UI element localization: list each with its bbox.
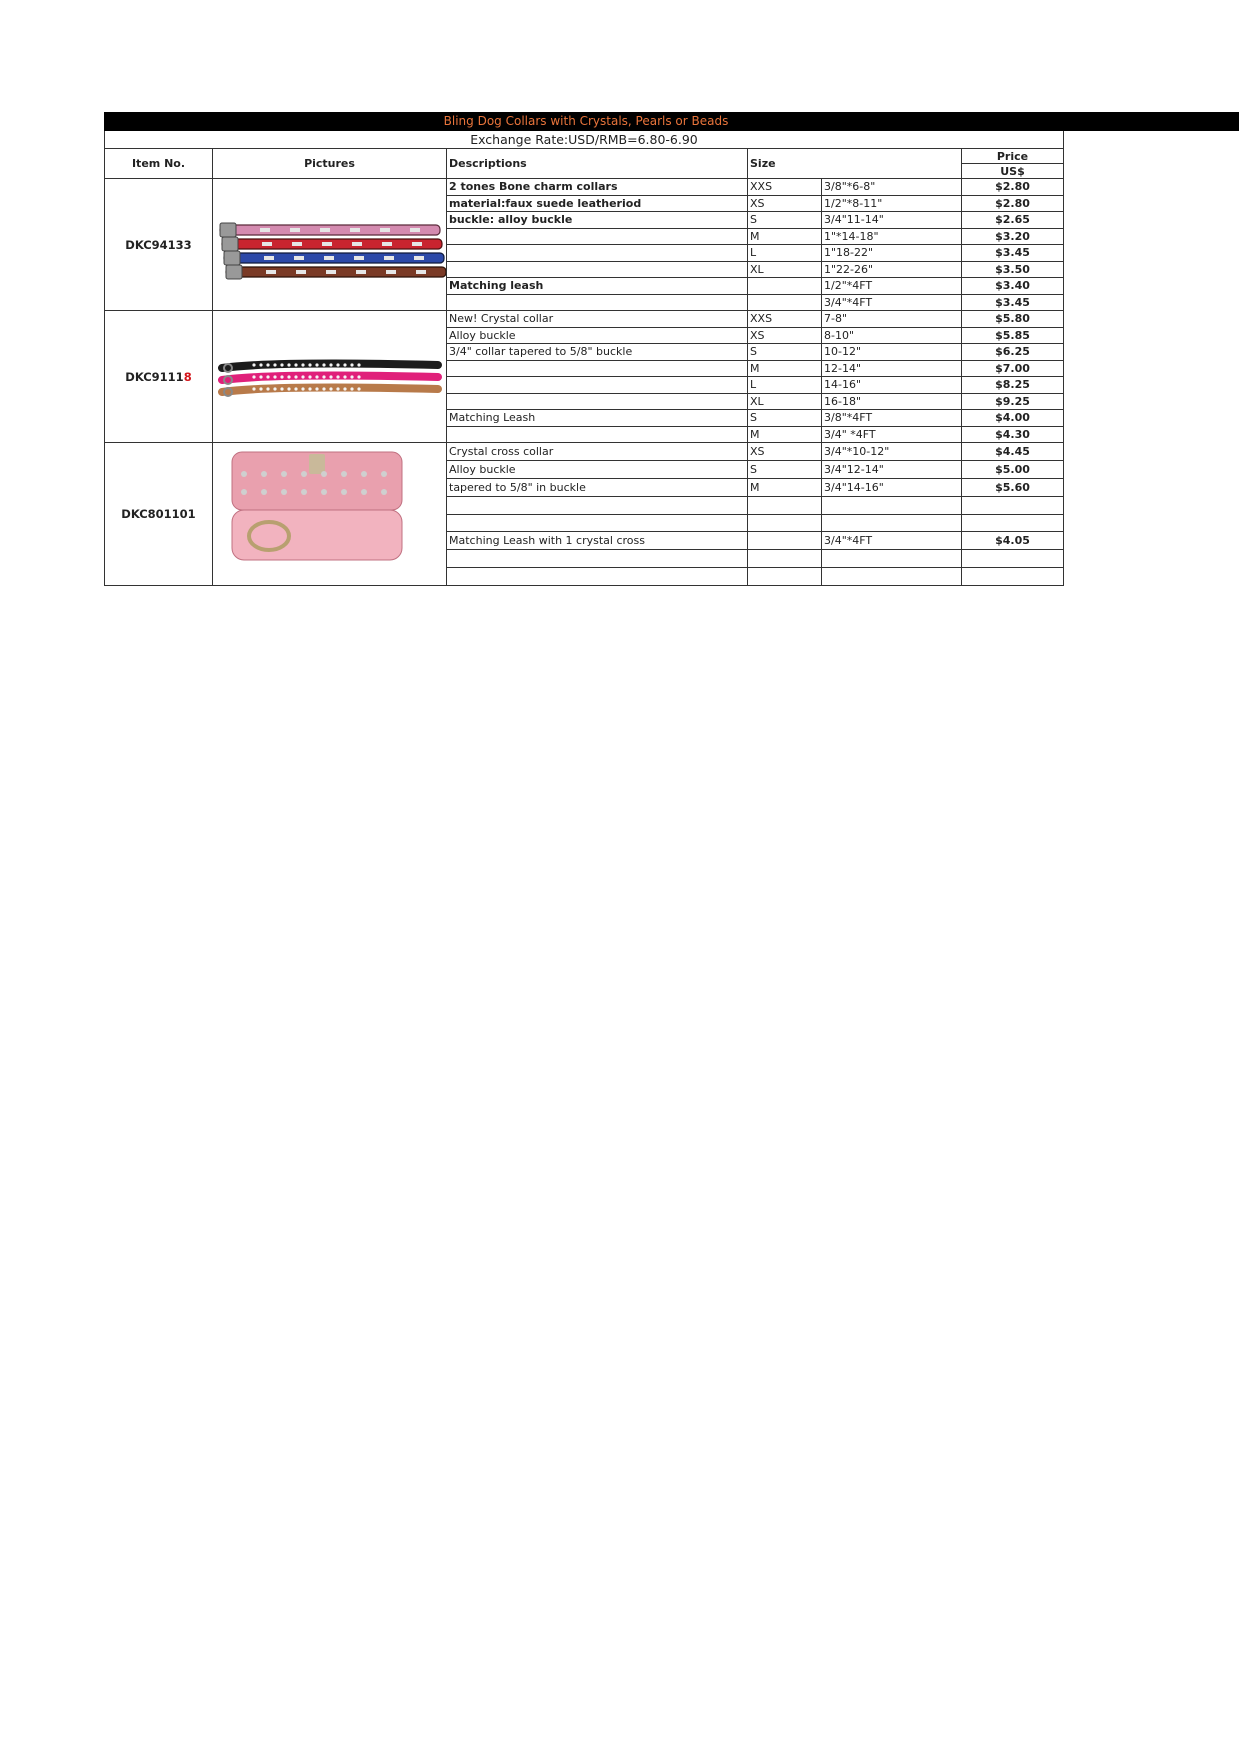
price: $4.05 — [962, 532, 1064, 550]
size-dimension: 3/4"11-14" — [822, 212, 962, 229]
price: $3.45 — [962, 294, 1064, 311]
size-dimension: 3/4"*10-12" — [822, 443, 962, 461]
price: $2.65 — [962, 212, 1064, 229]
size-dimension: 14-16" — [822, 377, 962, 394]
exchange-rate-row — [105, 131, 1064, 149]
description — [447, 514, 748, 532]
size-code: XL — [748, 261, 822, 278]
price: $3.50 — [962, 261, 1064, 278]
size-dimension — [822, 550, 962, 568]
header-descriptions: Descriptions — [447, 149, 748, 179]
size-dimension: 1"22-26" — [822, 261, 962, 278]
sheet-title: Bling Dog Collars with Crystals, Pearls or Beads — [443, 114, 729, 128]
table-row — [105, 179, 1064, 196]
size-code — [748, 532, 822, 550]
size-code — [748, 550, 822, 568]
size-code: XS — [748, 443, 822, 461]
product-picture — [213, 179, 447, 311]
size-dimension: 1/2"*8-11" — [822, 195, 962, 212]
item-number — [105, 443, 213, 586]
description — [447, 568, 748, 586]
size-code: XL — [748, 393, 822, 410]
price — [962, 568, 1064, 586]
title-bar — [104, 112, 1239, 131]
size-dimension: 3/4"*4FT — [822, 532, 962, 550]
size-code: M — [748, 360, 822, 377]
size-dimension: 3/4"*4FT — [822, 294, 962, 311]
price: $4.00 — [962, 410, 1064, 427]
description: buckle: alloy buckle — [447, 212, 748, 229]
size-dimension: 3/4" *4FT — [822, 426, 962, 443]
product-picture — [213, 311, 447, 443]
size-code: L — [748, 245, 822, 262]
size-dimension: 10-12" — [822, 344, 962, 361]
price — [962, 496, 1064, 514]
price: $5.85 — [962, 327, 1064, 344]
size-dimension: 1"*14-18" — [822, 228, 962, 245]
description — [447, 426, 748, 443]
size-code: S — [748, 344, 822, 361]
price: $4.45 — [962, 443, 1064, 461]
header-item-no: Item No. — [105, 149, 213, 179]
price — [962, 514, 1064, 532]
size-dimension: 3/8"*6-8" — [822, 179, 962, 196]
price: $5.60 — [962, 478, 1064, 496]
description: New! Crystal collar — [447, 311, 748, 328]
pink-cross-collar-image — [214, 444, 446, 584]
size-dimension: 8-10" — [822, 327, 962, 344]
size-dimension — [822, 514, 962, 532]
price: $3.40 — [962, 278, 1064, 295]
size-code: XS — [748, 195, 822, 212]
size-dimension — [822, 568, 962, 586]
size-code — [748, 278, 822, 295]
price-list-table — [104, 131, 1064, 586]
size-code — [748, 496, 822, 514]
price: $5.80 — [962, 311, 1064, 328]
description: Alloy buckle — [447, 327, 748, 344]
size-dimension: 7-8" — [822, 311, 962, 328]
size-code: S — [748, 212, 822, 229]
size-dimension: 16-18" — [822, 393, 962, 410]
size-dimension — [822, 496, 962, 514]
description: Matching Leash with 1 crystal cross — [447, 532, 748, 550]
header-size: Size — [748, 149, 962, 179]
size-code — [748, 294, 822, 311]
item-number-text: DKC94133 — [125, 237, 192, 252]
size-dimension: 1"18-22" — [822, 245, 962, 262]
item-number — [105, 179, 213, 311]
size-code — [748, 568, 822, 586]
size-code: XXS — [748, 311, 822, 328]
description: material:faux suede leatheriod — [447, 195, 748, 212]
price: $2.80 — [962, 179, 1064, 196]
size-code — [748, 514, 822, 532]
header-pictures: Pictures — [213, 149, 447, 179]
item-number-text: DKC801101 — [121, 507, 196, 522]
price — [962, 550, 1064, 568]
description: Matching Leash — [447, 410, 748, 427]
size-code: M — [748, 228, 822, 245]
table-row — [105, 311, 1064, 328]
item-number — [105, 311, 213, 443]
description — [447, 393, 748, 410]
size-code: L — [748, 377, 822, 394]
description: 3/4" collar tapered to 5/8" buckle — [447, 344, 748, 361]
size-code: S — [748, 410, 822, 427]
size-dimension: 3/8"*4FT — [822, 410, 962, 427]
price: $8.25 — [962, 377, 1064, 394]
product-picture — [213, 443, 447, 586]
header-currency: US$ — [962, 164, 1064, 179]
description — [447, 550, 748, 568]
size-code: M — [748, 478, 822, 496]
description — [447, 294, 748, 311]
description — [447, 261, 748, 278]
description: tapered to 5/8" in buckle — [447, 478, 748, 496]
size-dimension: 1/2"*4FT — [822, 278, 962, 295]
size-code: XS — [748, 327, 822, 344]
price: $7.00 — [962, 360, 1064, 377]
description: Matching leash — [447, 278, 748, 295]
description — [447, 377, 748, 394]
size-code: S — [748, 460, 822, 478]
price: $3.45 — [962, 245, 1064, 262]
header-row — [105, 149, 1064, 164]
price: $3.20 — [962, 228, 1064, 245]
bone-charm-collars-image — [214, 185, 446, 305]
crystal-collars-image — [214, 317, 446, 437]
size-code: M — [748, 426, 822, 443]
price: $4.30 — [962, 426, 1064, 443]
description: Crystal cross collar — [447, 443, 748, 461]
description — [447, 245, 748, 262]
item-number-highlight: 8 — [183, 369, 192, 384]
size-code: XXS — [748, 179, 822, 196]
price: $9.25 — [962, 393, 1064, 410]
size-dimension: 3/4"14-16" — [822, 478, 962, 496]
size-dimension: 3/4"12-14" — [822, 460, 962, 478]
size-dimension: 12-14" — [822, 360, 962, 377]
price: $6.25 — [962, 344, 1064, 361]
exchange-rate: Exchange Rate:USD/RMB=6.80-6.90 — [105, 131, 1064, 149]
item-number-text: DKC9111 — [125, 369, 184, 384]
description: 2 tones Bone charm collars — [447, 179, 748, 196]
description: Alloy buckle — [447, 460, 748, 478]
description — [447, 360, 748, 377]
header-price: Price — [962, 149, 1064, 164]
description — [447, 496, 748, 514]
description — [447, 228, 748, 245]
table-row — [105, 443, 1064, 461]
price: $2.80 — [962, 195, 1064, 212]
price: $5.00 — [962, 460, 1064, 478]
